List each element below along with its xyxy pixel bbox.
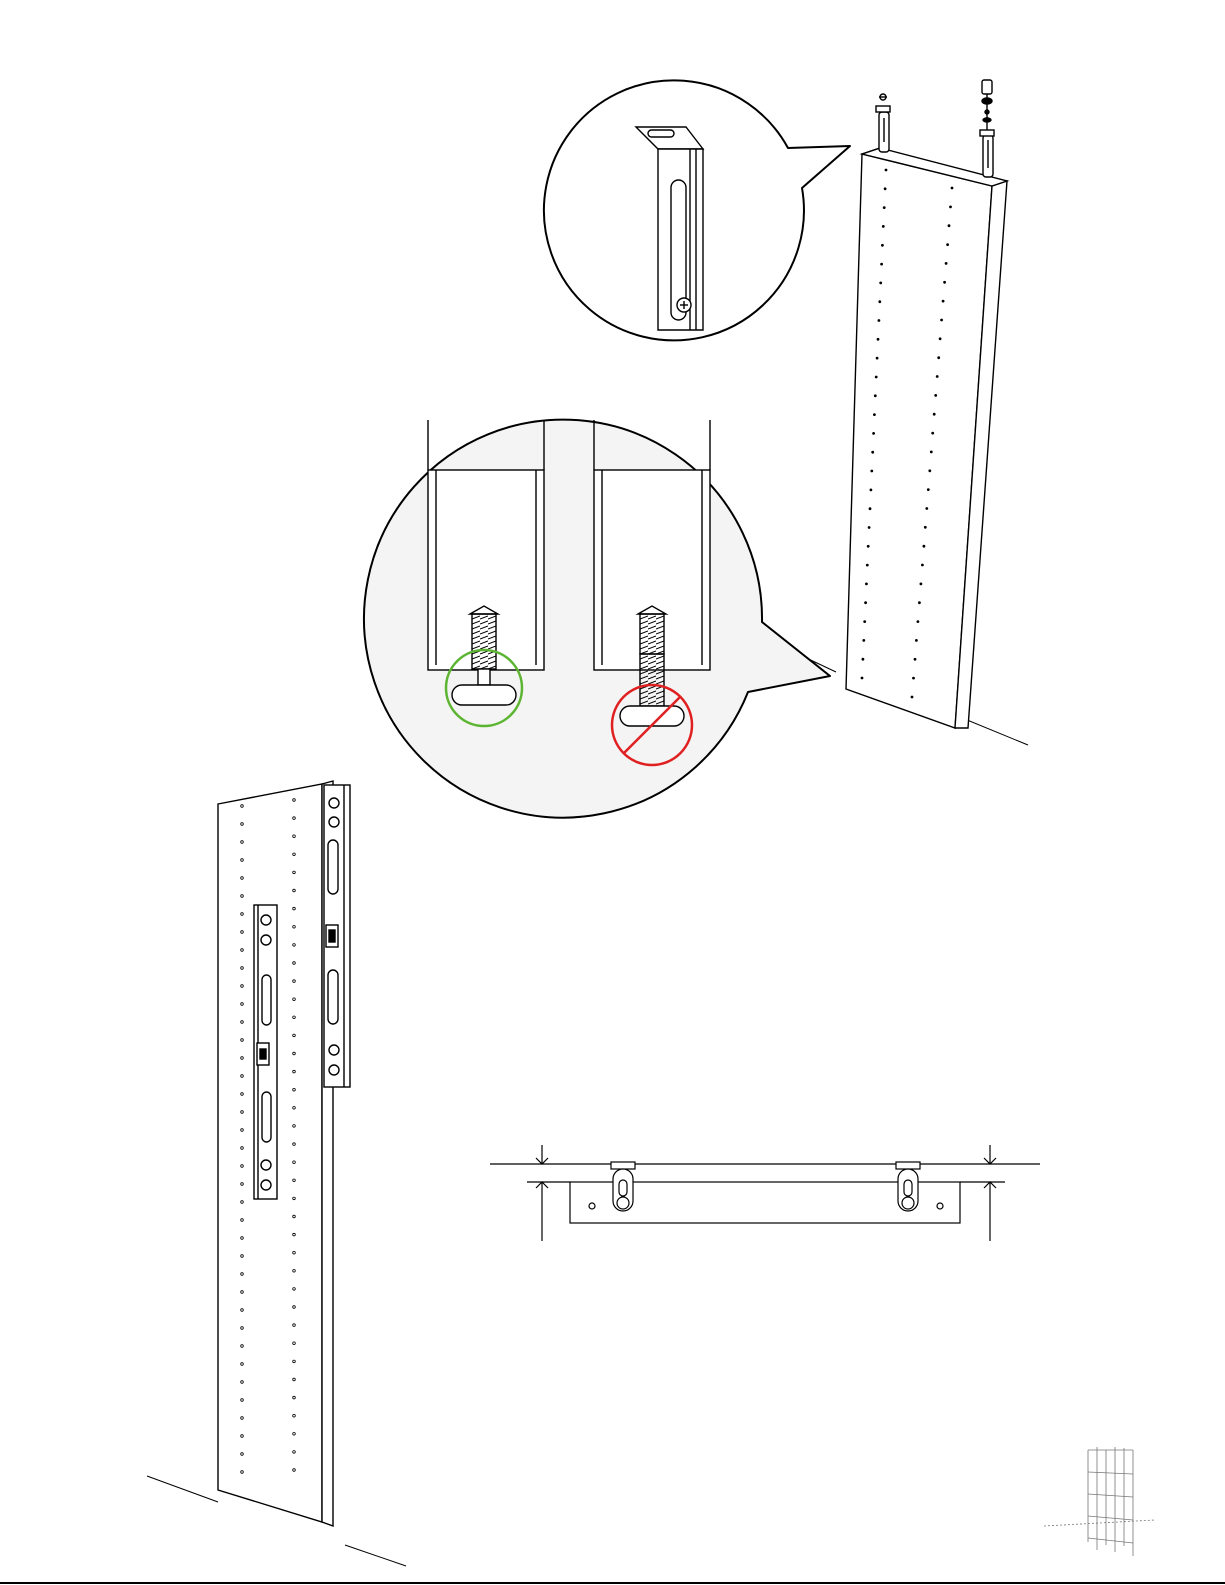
peg-hole bbox=[293, 980, 296, 983]
peg-hole bbox=[915, 639, 918, 642]
peg-hole bbox=[241, 1471, 244, 1474]
peg-hole bbox=[241, 1453, 244, 1456]
peg-hole bbox=[861, 677, 864, 680]
peg-hole bbox=[293, 1324, 296, 1327]
spirit-level-icon bbox=[324, 785, 350, 1087]
peg-hole bbox=[943, 281, 946, 284]
peg-hole bbox=[293, 1306, 296, 1309]
peg-hole bbox=[293, 1288, 296, 1291]
peg-hole bbox=[933, 413, 936, 416]
peg-hole bbox=[241, 1003, 244, 1006]
leveled-panel bbox=[218, 781, 350, 1526]
peg-hole bbox=[951, 187, 954, 190]
peg-hole bbox=[293, 1378, 296, 1381]
peg-hole bbox=[948, 224, 951, 227]
peg-hole bbox=[912, 677, 915, 680]
peg-hole bbox=[293, 853, 296, 856]
peg-hole bbox=[241, 1417, 244, 1420]
peg-hole bbox=[241, 1381, 244, 1384]
peg-hole bbox=[874, 394, 877, 397]
peg-hole bbox=[946, 243, 949, 246]
peg-hole bbox=[241, 1039, 244, 1042]
peg-hole bbox=[918, 601, 921, 604]
peg-hole bbox=[871, 451, 874, 454]
peg-hole bbox=[293, 1161, 296, 1164]
wall-bracket-icon bbox=[876, 94, 890, 152]
peg-hole bbox=[293, 1052, 296, 1055]
peg-hole bbox=[930, 451, 933, 454]
peg-hole bbox=[293, 1469, 296, 1472]
peg-hole bbox=[293, 1125, 296, 1128]
peg-hole bbox=[293, 1197, 296, 1200]
wall-bracket-icon bbox=[896, 1162, 920, 1211]
peg-hole bbox=[865, 583, 868, 586]
peg-hole bbox=[925, 507, 928, 510]
peg-hole bbox=[293, 1233, 296, 1236]
peg-hole bbox=[241, 877, 244, 880]
peg-hole bbox=[914, 658, 917, 661]
peg-hole bbox=[293, 1070, 296, 1073]
peg-hole bbox=[241, 1219, 244, 1222]
peg-hole bbox=[878, 300, 881, 303]
peg-hole bbox=[241, 1363, 244, 1366]
peg-hole bbox=[876, 357, 879, 360]
peg-hole bbox=[241, 1183, 244, 1186]
peg-hole bbox=[293, 1179, 296, 1182]
peg-hole bbox=[293, 1414, 296, 1417]
peg-hole bbox=[241, 1309, 244, 1312]
peg-hole bbox=[931, 432, 934, 435]
peg-hole bbox=[241, 1201, 244, 1204]
peg-hole bbox=[241, 931, 244, 934]
peg-hole bbox=[293, 926, 296, 929]
peg-hole bbox=[867, 545, 870, 548]
peg-hole bbox=[293, 1433, 296, 1436]
peg-hole bbox=[241, 1255, 244, 1258]
peg-hole bbox=[864, 601, 867, 604]
peg-hole bbox=[293, 799, 296, 802]
peg-hole bbox=[241, 1093, 244, 1096]
top-view-alignment bbox=[490, 1145, 1040, 1241]
peg-hole bbox=[881, 244, 884, 247]
peg-hole bbox=[241, 1075, 244, 1078]
peg-hole bbox=[928, 469, 931, 472]
peg-hole bbox=[949, 206, 952, 209]
peg-hole bbox=[878, 319, 881, 322]
peg-hole bbox=[241, 1327, 244, 1330]
peg-hole bbox=[241, 1021, 244, 1024]
peg-hole bbox=[885, 169, 888, 172]
peg-hole bbox=[293, 962, 296, 965]
peg-hole bbox=[293, 1107, 296, 1110]
peg-hole bbox=[241, 823, 244, 826]
peg-hole bbox=[870, 470, 873, 473]
peg-hole bbox=[293, 998, 296, 1001]
peg-hole bbox=[241, 949, 244, 952]
peg-hole bbox=[869, 507, 872, 510]
peg-hole bbox=[884, 187, 887, 190]
peg-hole bbox=[241, 1111, 244, 1114]
peg-hole bbox=[863, 620, 866, 623]
peg-hole bbox=[241, 1129, 244, 1132]
peg-hole bbox=[920, 583, 923, 586]
peg-hole bbox=[877, 338, 880, 341]
peg-hole bbox=[879, 282, 882, 285]
peg-hole bbox=[293, 1342, 296, 1345]
peg-hole bbox=[293, 817, 296, 820]
peg-hole bbox=[241, 1345, 244, 1348]
peg-hole bbox=[293, 1360, 296, 1363]
peg-hole bbox=[868, 526, 871, 529]
peg-hole bbox=[241, 985, 244, 988]
peg-hole bbox=[293, 944, 296, 947]
peg-hole bbox=[923, 545, 926, 548]
screw-icon bbox=[982, 80, 992, 94]
peg-hole bbox=[945, 262, 948, 265]
peg-hole bbox=[293, 907, 296, 910]
peg-hole bbox=[875, 376, 878, 379]
shelving-unit-icon bbox=[1044, 1447, 1155, 1556]
peg-hole bbox=[873, 413, 876, 416]
screw-depth-callout bbox=[364, 420, 830, 818]
peg-hole bbox=[940, 319, 943, 322]
peg-hole bbox=[241, 1273, 244, 1276]
peg-hole bbox=[882, 225, 885, 228]
peg-hole bbox=[293, 889, 296, 892]
peg-hole bbox=[241, 1057, 244, 1060]
peg-hole bbox=[937, 356, 940, 359]
peg-hole bbox=[921, 564, 924, 567]
peg-hole bbox=[293, 1088, 296, 1091]
peg-hole bbox=[293, 1215, 296, 1218]
peg-hole bbox=[241, 1165, 244, 1168]
peg-hole bbox=[880, 263, 883, 266]
peg-hole bbox=[927, 488, 930, 491]
spirit-level-icon bbox=[254, 905, 277, 1199]
peg-hole bbox=[293, 1270, 296, 1273]
peg-hole bbox=[934, 394, 937, 397]
peg-hole bbox=[924, 526, 927, 529]
wall-bracket-icon bbox=[980, 80, 994, 177]
peg-hole bbox=[872, 432, 875, 435]
peg-hole bbox=[241, 1291, 244, 1294]
peg-hole bbox=[942, 300, 945, 303]
peg-hole bbox=[241, 805, 244, 808]
bracket-zoom-callout bbox=[544, 80, 850, 340]
peg-hole bbox=[883, 206, 886, 209]
peg-hole bbox=[911, 696, 914, 699]
peg-hole bbox=[241, 841, 244, 844]
peg-hole bbox=[862, 639, 865, 642]
peg-hole bbox=[241, 1399, 244, 1402]
peg-hole bbox=[293, 1143, 296, 1146]
peg-hole bbox=[241, 1237, 244, 1240]
peg-hole bbox=[936, 375, 939, 378]
peg-hole bbox=[870, 489, 873, 492]
peg-hole bbox=[293, 1396, 296, 1399]
peg-hole bbox=[866, 564, 869, 567]
peg-hole bbox=[293, 871, 296, 874]
peg-hole bbox=[862, 658, 865, 661]
peg-hole bbox=[293, 1251, 296, 1254]
wall-bracket-icon bbox=[611, 1162, 635, 1211]
peg-hole bbox=[241, 859, 244, 862]
side-panel-with-brackets bbox=[846, 80, 1007, 728]
peg-hole bbox=[293, 1016, 296, 1019]
peg-hole bbox=[241, 967, 244, 970]
peg-hole bbox=[917, 620, 920, 623]
peg-hole bbox=[241, 1435, 244, 1438]
peg-hole bbox=[241, 1147, 244, 1150]
peg-hole bbox=[241, 913, 244, 916]
peg-hole bbox=[293, 1034, 296, 1037]
peg-hole bbox=[939, 337, 942, 340]
peg-hole bbox=[293, 835, 296, 838]
peg-hole bbox=[241, 895, 244, 898]
peg-hole bbox=[293, 1451, 296, 1454]
